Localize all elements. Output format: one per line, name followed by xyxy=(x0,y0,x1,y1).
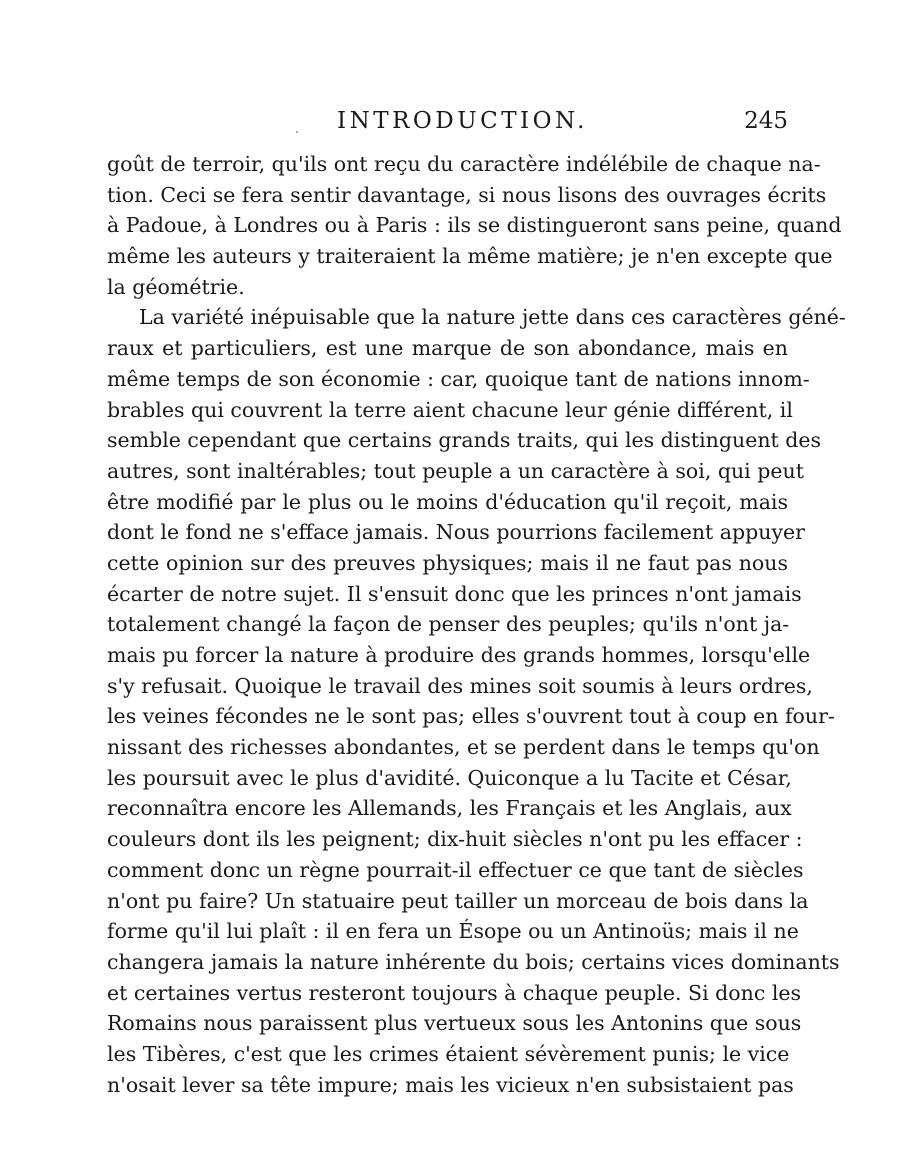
body-text xyxy=(107,149,846,1100)
text-line: dont le fond ne s'efface jamais. Nous pourrions facilement appuyer xyxy=(107,520,805,545)
text-line: comment donc un règne pourrait-il effectuer ce que tant de siècles xyxy=(107,857,804,882)
text-line: être modifié par le plus ou le moins d'éducation qu'il reçoit, mais xyxy=(107,489,788,514)
text-line: s'y refusait. Quoique le travail des mines soit soumis à leurs ordres, xyxy=(107,673,813,698)
text-line: les Tibères, c'est que les crimes étaient sévèrement punis; le vice xyxy=(107,1041,790,1066)
text-line: n'osait lever sa tête impure; mais les vicieux n'en subsistaient pas xyxy=(107,1072,794,1097)
text-line: écarter de notre sujet. Il s'ensuit donc que les princes n'ont jamais xyxy=(107,581,802,606)
text-line: forme qu'il lui plaît : il en fera un Ésope ou un Antinoüs; mais il ne xyxy=(107,919,799,944)
running-head: INTRODUCTION. xyxy=(337,108,588,134)
text-line: couleurs dont ils les peignent; dix-huit siècles n'ont pu les effacer : xyxy=(107,827,803,852)
text-line: les veines fécondes ne le sont pas; elles s'ouvrent tout à coup en four- xyxy=(107,704,835,729)
page-header xyxy=(107,108,788,138)
text-line: tion. Ceci se fera sentir davantage, si nous lisons des ouvrages écrits xyxy=(107,182,827,207)
text-line: reconnaîtra encore les Allemands, les Français et les Anglais, aux xyxy=(107,796,792,821)
text-line: mais pu forcer la nature à produire des grands hommes, lorsqu'elle xyxy=(107,643,811,667)
header-dot: . xyxy=(295,122,299,136)
text-line: même les auteurs y traiteraient la même matière; je n'en excepte que xyxy=(107,244,833,269)
text-line: Romains nous paraissent plus vertueux sous les Antonins que sous xyxy=(107,1011,802,1036)
paragraph-2 xyxy=(107,302,846,1100)
text-line: à Padoue, à Londres ou à Paris : ils se distingueront sans peine, quand xyxy=(107,213,842,238)
text-line: autres, sont inaltérables; tout peuple a un caractère à soi, qui peut xyxy=(107,458,804,483)
page-number: 245 xyxy=(744,108,788,134)
text-line: nissant des richesses abondantes, et se perdent dans le temps qu'on xyxy=(107,735,820,760)
text-line: la géométrie. xyxy=(107,274,245,299)
text-line: semble cependant que certains grands traits, qui les distinguent des xyxy=(107,428,822,453)
text-line: La variété inépuisable que la nature jette dans ces caractères géné- xyxy=(139,305,846,330)
text-line: totalement changé la façon de penser des peuples; qu'ils n'ont ja- xyxy=(107,612,790,637)
text-line: raux et particuliers, est une marque de son abondance, mais en xyxy=(107,336,788,361)
text-line: et certaines vertus resteront toujours à chaque peuple. Si donc les xyxy=(107,980,802,1005)
text-line: les poursuit avec le plus d'avidité. Quiconque a lu Tacite et César, xyxy=(107,765,792,790)
paragraph-1 xyxy=(107,149,842,302)
text-line: brables qui couvrent la terre aient chacune leur génie différent, il xyxy=(107,397,793,422)
text-line: cette opinion sur des preuves physiques; mais il ne faut pas nous xyxy=(107,550,788,575)
text-line: goût de terroir, qu'ils ont reçu du caractère indélébile de chaque na- xyxy=(107,152,821,176)
text-line: changera jamais la nature inhérente du bois; certains vices dominants xyxy=(107,949,840,974)
text-line: même temps de son économie : car, quoique tant de nations innom- xyxy=(107,366,810,391)
text-line: n'ont pu faire? Un statuaire peut tailler un morceau de bois dans la xyxy=(107,888,809,913)
